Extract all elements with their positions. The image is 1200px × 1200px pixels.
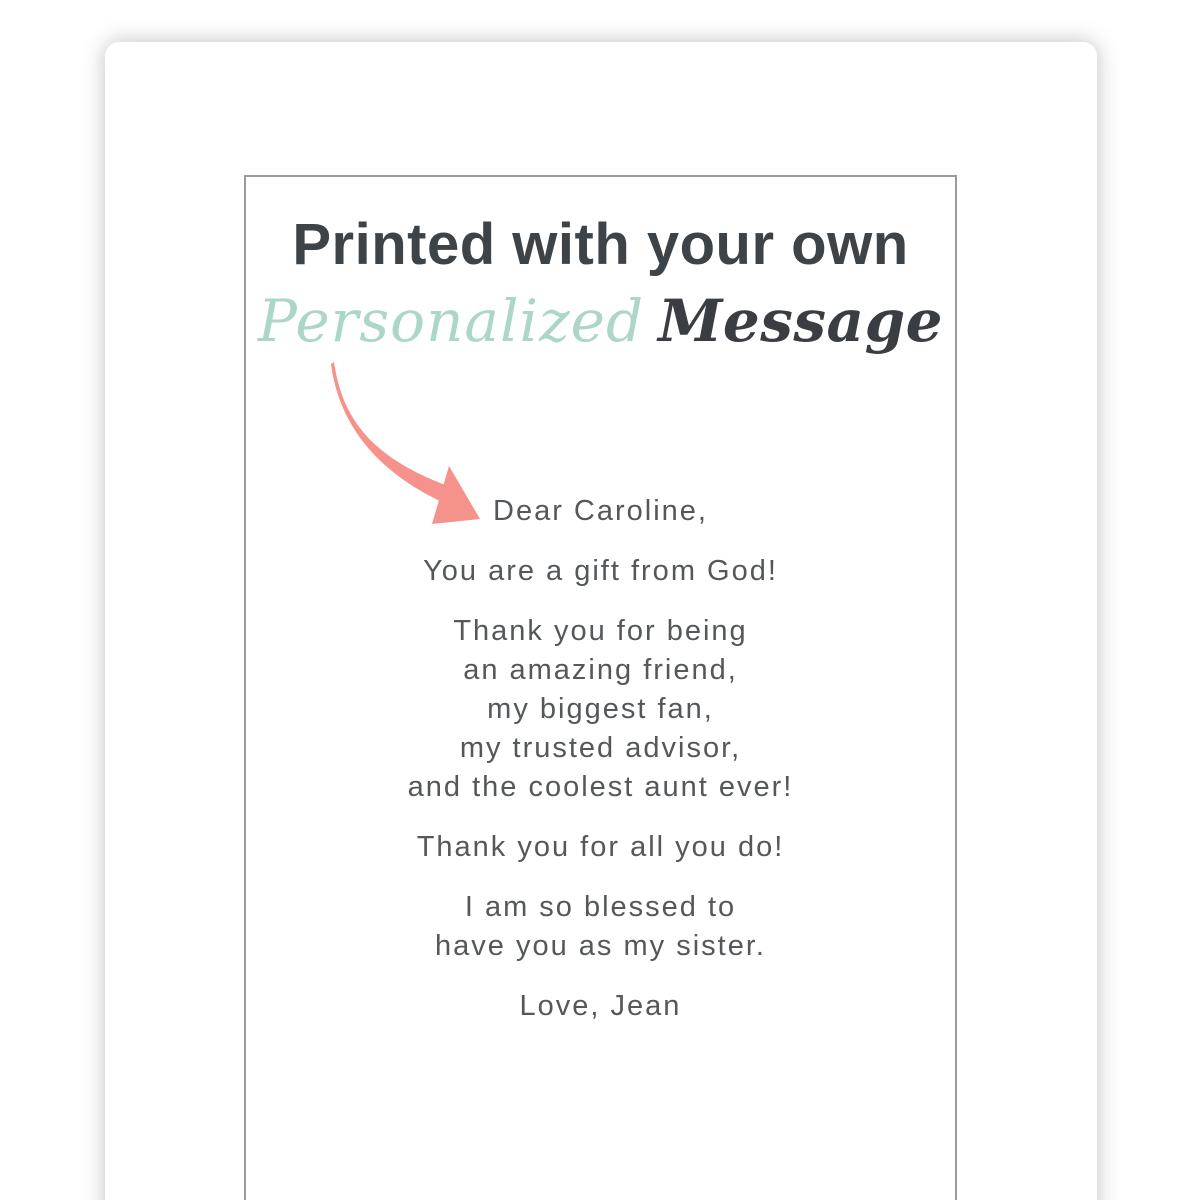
message-line: my biggest fan, (487, 693, 714, 725)
message-line: an amazing friend, (463, 654, 738, 686)
message-line: Thank you for all you do! (416, 831, 785, 863)
personalized-message-block (246, 492, 955, 1047)
message-line: and the coolest aunt ever! (407, 771, 794, 803)
message-line: have you as my sister. (435, 930, 766, 962)
heading-script-message: Message (658, 287, 944, 355)
message-line: I am so blessed to (464, 891, 737, 923)
message-line: You are a gift from God! (423, 555, 778, 587)
message-stanza-signature (246, 987, 955, 1026)
message-line: Dear Caroline, (493, 495, 708, 527)
message-line: Love, Jean (519, 990, 682, 1022)
message-stanza-all-you-do (246, 828, 955, 867)
message-stanza-blessed (246, 888, 955, 966)
message-stanza-gift (246, 552, 955, 591)
curved-arrow-icon (328, 356, 486, 531)
message-line: Thank you for being (453, 615, 748, 647)
heading-script-personalized: Personalized (257, 287, 645, 355)
message-line: my trusted advisor, (459, 732, 742, 764)
heading-title: Printed with your own (292, 212, 909, 277)
heading-script-line (246, 281, 955, 361)
message-stanza-thanks (246, 612, 955, 807)
inner-border-frame (244, 175, 957, 1200)
print-card (105, 42, 1097, 1200)
